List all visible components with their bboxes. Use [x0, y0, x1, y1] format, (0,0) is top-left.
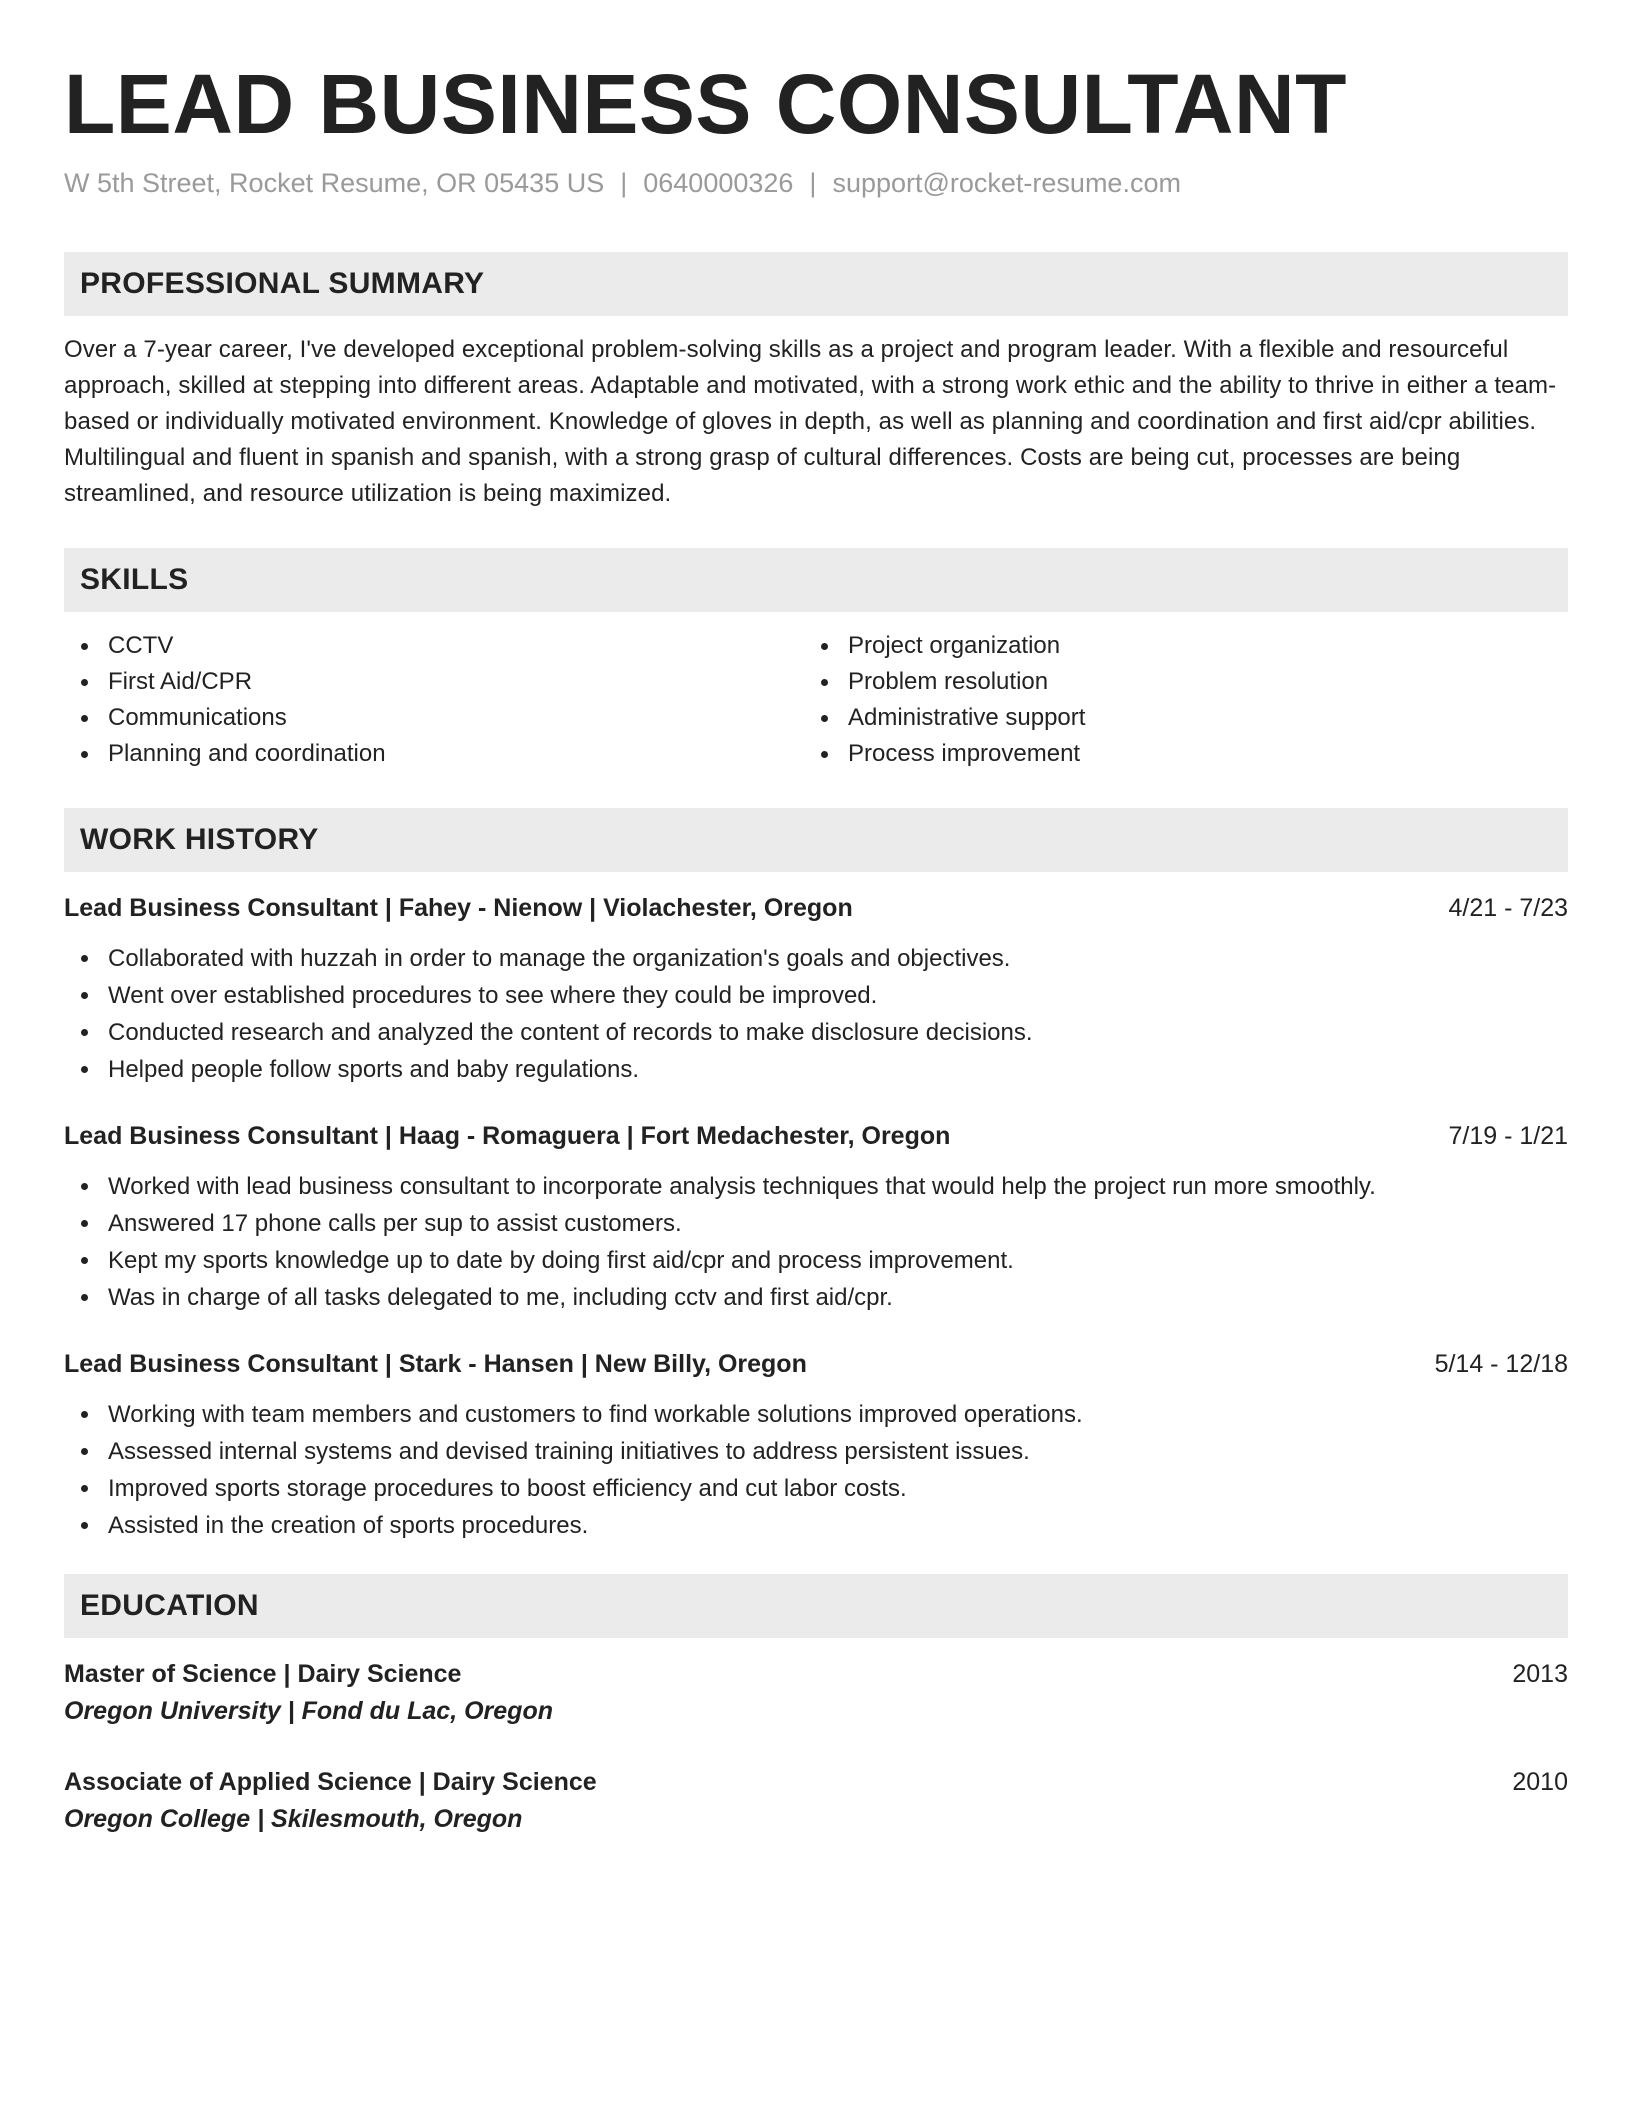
summary-text: Over a 7-year career, I've developed exceptional problem-solving skills as a project and program leader. With a flexible and resourceful approach, skilled at stepping into different areas. Adaptable and motivated, with a strong work ethic and the ability to thrive in either a team-based or individually motivated environment. Knowledge of gloves in depth, as well as planning and coordination and first aid/cpr abilities. Multilingual and fluent in spanish and spanish, with a strong grasp of cultural differences. Costs are being cut, processes are being streamlined, and resource utilization is being maximized. — [64, 336, 1557, 507]
job-entry — [64, 1118, 1568, 1316]
job-title: Lead Business Consultant | Haag - Romaguera | Fort Medachester, Oregon — [64, 1122, 951, 1150]
job-duty-item: Worked with lead business consultant to incorporate analysis techniques that would help the project run more smoothly. — [64, 1168, 1568, 1205]
skill-item: Problem resolution — [804, 664, 1544, 700]
skill-item: Communications — [64, 700, 804, 736]
job-duty-item: Helped people follow sports and baby regulations. — [64, 1051, 1568, 1088]
job-duty-item: Assessed internal systems and devised training initiatives to address persistent issues. — [64, 1433, 1568, 1470]
job-duty-item: Was in charge of all tasks delegated to me, including cctv and first aid/cpr. — [64, 1279, 1568, 1316]
skills-column-left — [64, 628, 804, 772]
skill-item: Project organization — [804, 628, 1544, 664]
skills-section-header: SKILLS — [64, 548, 1568, 612]
skill-item: First Aid/CPR — [64, 664, 804, 700]
skill-item: Planning and coordination — [64, 736, 804, 772]
job-duty-item: Collaborated with huzzah in order to manage the organization's goals and objectives. — [64, 940, 1568, 977]
job-entry — [64, 1346, 1568, 1544]
education-section-header: EDUCATION — [64, 1574, 1568, 1638]
job-entry — [64, 890, 1568, 1088]
job-duties — [64, 1396, 1568, 1544]
job-dates: 7/19 - 1/21 — [1448, 1122, 1568, 1150]
work-history-section-header: WORK HISTORY — [64, 808, 1568, 872]
school-name: Oregon University | Fond du Lac, Oregon — [64, 1697, 553, 1725]
job-title: Lead Business Consultant | Fahey - Nienow | Violachester, Oregon — [64, 894, 853, 922]
contact-phone: 0640000326 — [643, 168, 794, 198]
skills-list — [64, 628, 1568, 772]
skills-column-right — [804, 628, 1544, 772]
job-duty-item: Improved sports storage procedures to boost efficiency and cut labor costs. — [64, 1470, 1568, 1507]
job-duties — [64, 1168, 1568, 1316]
summary-section-header: PROFESSIONAL SUMMARY — [64, 252, 1568, 316]
graduation-year: 2013 — [1512, 1660, 1568, 1688]
contact-separator: | — [809, 168, 817, 198]
job-duty-item: Assisted in the creation of sports procedures. — [64, 1507, 1568, 1544]
graduation-year: 2010 — [1512, 1768, 1568, 1796]
contact-email: support@rocket-resume.com — [832, 168, 1181, 198]
job-dates: 4/21 - 7/23 — [1448, 894, 1568, 922]
degree-title: Associate of Applied Science | Dairy Science — [64, 1768, 597, 1796]
job-duty-item: Went over established procedures to see where they could be improved. — [64, 977, 1568, 1014]
contact-address: W 5th Street, Rocket Resume, OR 05435 US — [64, 168, 605, 198]
job-duties — [64, 940, 1568, 1088]
job-duty-item: Conducted research and analyzed the content of records to make disclosure decisions. — [64, 1014, 1568, 1051]
job-dates: 5/14 - 12/18 — [1434, 1350, 1568, 1378]
job-duty-item: Answered 17 phone calls per sup to assist customers. — [64, 1205, 1568, 1242]
job-title: Lead Business Consultant | Stark - Hansen | New Billy, Oregon — [64, 1350, 807, 1378]
education-entry — [64, 1764, 1568, 1838]
resume-title: LEAD BUSINESS CONSULTANT — [64, 57, 1347, 151]
job-duty-item: Working with team members and customers to find workable solutions improved operations. — [64, 1396, 1568, 1433]
contact-separator: | — [620, 168, 628, 198]
contact-line — [64, 166, 1568, 200]
school-name: Oregon College | Skilesmouth, Oregon — [64, 1805, 523, 1833]
skill-item: Administrative support — [804, 700, 1544, 736]
skill-item: Process improvement — [804, 736, 1544, 772]
education-entry — [64, 1656, 1568, 1730]
job-duty-item: Kept my sports knowledge up to date by doing first aid/cpr and process improvement. — [64, 1242, 1568, 1279]
degree-title: Master of Science | Dairy Science — [64, 1660, 462, 1688]
skill-item: CCTV — [64, 628, 804, 664]
